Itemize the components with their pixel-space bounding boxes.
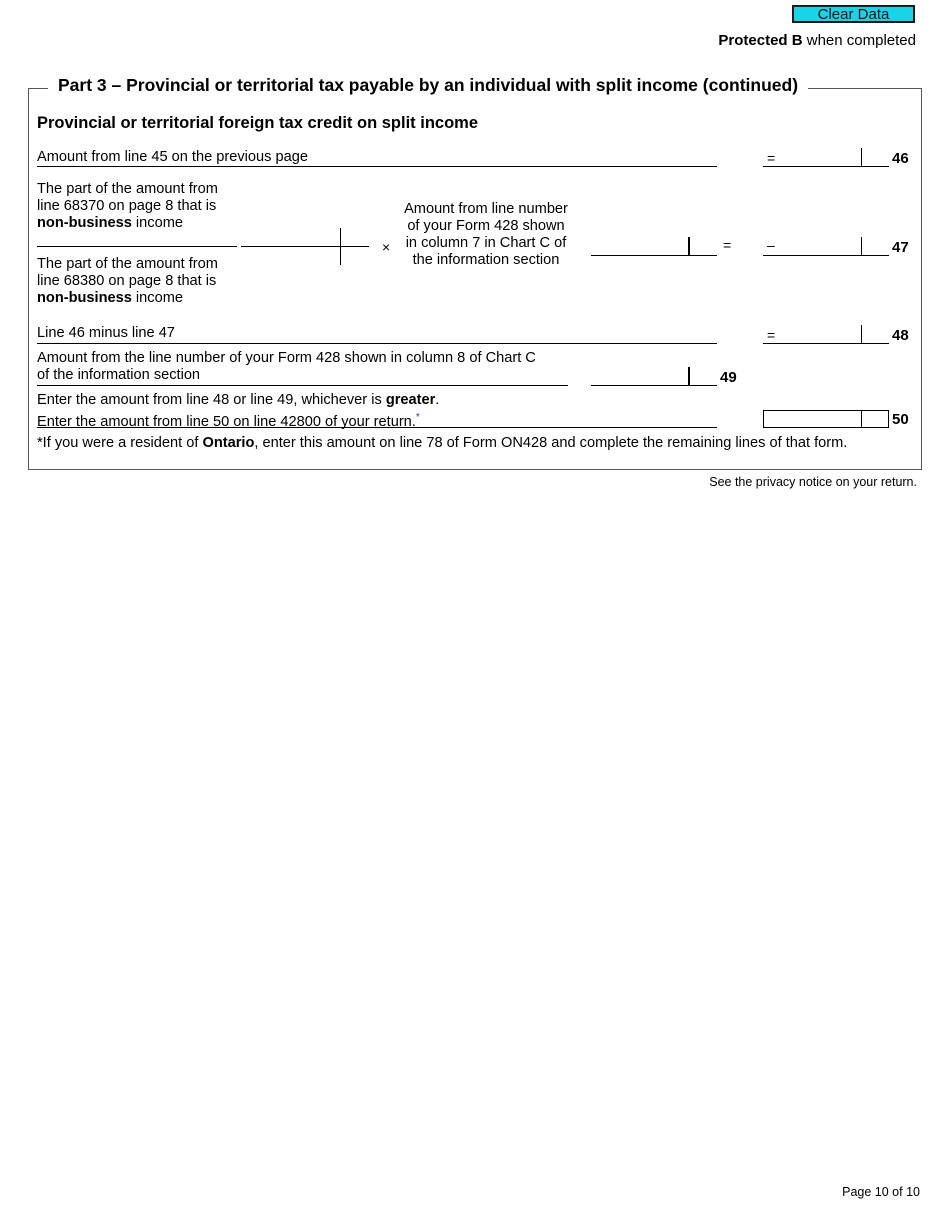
protected-rest-label: when completed [802,32,916,49]
fraction-line-left [37,246,237,247]
line46-field-rule [763,166,889,167]
line50-period: . [435,392,440,408]
line48-amount-field[interactable] [780,325,860,342]
line47-field-rule [763,255,889,256]
line49-amount-field[interactable] [591,367,687,384]
fraction-line-right [241,246,369,247]
line48-equals: = [767,327,776,343]
footnote-asterisk-link[interactable]: * [415,412,420,423]
numerator-text-end: income [131,215,183,231]
footnote-text-end: , enter this amount on line 78 of Form ON428 and complete the remaining lines of that form. [254,435,848,451]
line46-label: Amount from line 45 on the previous page [37,149,308,165]
line47-fraction-divider [340,228,341,265]
page-number: Page 10 of 10 [842,1185,920,1199]
line50-cents-divider [861,410,862,428]
line48-label: Line 46 minus line 47 [37,325,175,341]
line48-rule [37,343,717,344]
line50-number: 50 [892,411,909,428]
line50-greater: greater [385,392,436,408]
numerator-text: The part of the amount from line 68370 on page 8 that is [37,181,218,214]
line46-equals: = [767,150,776,166]
section-title: Provincial or territorial foreign tax credit on split income [37,114,479,132]
footnote-text: *If you were a resident of [37,435,203,451]
numerator-bold: non-business [37,215,132,231]
ontario-footnote [37,435,847,452]
line50-rule [37,427,717,428]
line47-numerator-label [37,181,237,232]
line46-rule [37,166,717,167]
footnote-ontario: Ontario [202,435,255,451]
protected-b-label: Protected B [718,32,803,49]
line50-text-2: Enter the amount from line 50 on line 42800 of your return. [37,413,416,430]
line47-number: 47 [892,239,909,256]
line50-amount-field[interactable] [766,411,858,427]
line49-number: 49 [720,369,737,386]
line47-amount-field[interactable] [780,237,860,254]
line46-cents-divider [861,148,862,166]
line47-multiplier-label: Amount from line number of your Form 428 shown in column 7 in Chart C of the information section [404,201,568,268]
line48-field-rule [763,343,889,344]
line49-rule [37,385,568,386]
denominator-bold: non-business [37,290,132,306]
line47-multiplier-rule [591,255,717,256]
line50-text: Enter the amount from line 48 or line 49, whichever is [37,392,386,408]
line47-numerator-field[interactable] [241,228,337,245]
line47-cents-divider [861,237,862,255]
line50-label-1 [37,392,439,409]
part3-title: Part 3 – Provincial or territorial tax payable by an individual with split income (continued) [48,75,808,96]
denominator-text: The part of the amount from line 68380 on page 8 that is [37,256,218,289]
line49-cents-divider [688,367,690,385]
line47-denominator-field[interactable] [241,248,337,265]
clear-data-button[interactable]: Clear Data [792,5,915,23]
line47-denominator-label [37,256,237,307]
line47-multiplier-divider [688,237,690,255]
denominator-text-end: income [131,290,183,306]
line46-number: 46 [892,150,909,167]
privacy-notice: See the privacy notice on your return. [709,475,917,489]
line48-cents-divider [861,325,862,343]
line48-number: 48 [892,327,909,344]
protected-notice [718,32,916,49]
line47-multiplier-field[interactable] [591,237,687,254]
line46-amount-field[interactable] [763,148,887,165]
times-symbol: × [382,239,391,255]
line47-minus: – [767,237,775,253]
line49-label-2: of the information section [37,367,201,383]
line47-equals: = [723,237,732,253]
line49-label-1: Amount from the line number of your Form 428 shown in column 8 of Chart C [37,350,536,366]
line49-field-rule [591,385,717,386]
